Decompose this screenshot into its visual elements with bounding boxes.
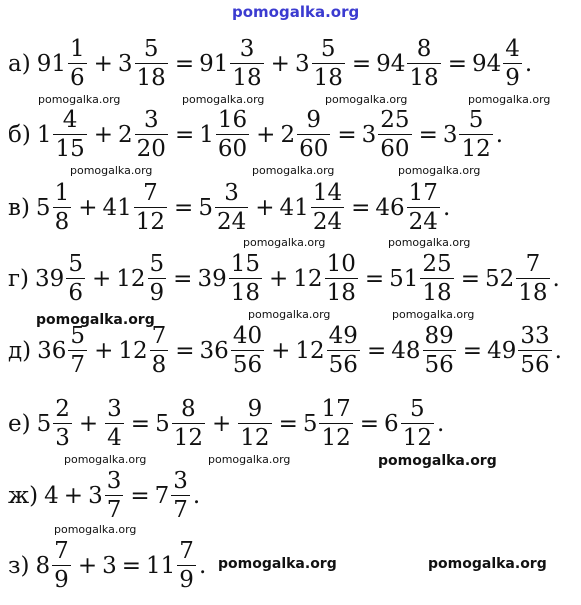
denominator: 9 [149, 280, 165, 306]
watermark: pomogalka.org [252, 164, 335, 177]
fraction [135, 38, 168, 90]
fraction [420, 253, 453, 305]
denominator: 18 [518, 280, 548, 306]
fraction [407, 38, 440, 90]
mixed-number [443, 109, 495, 161]
operator: = [175, 338, 195, 364]
mixed-number [102, 182, 169, 234]
watermark: pomogalka.org [36, 312, 155, 328]
operator: = [130, 483, 150, 509]
denominator: 60 [380, 136, 410, 162]
whole-number: 3 [102, 553, 117, 579]
fraction [68, 38, 87, 90]
whole-part: 3 [442, 122, 458, 148]
denominator: 24 [408, 209, 438, 235]
equation-line [8, 470, 200, 522]
numerator: 7 [179, 538, 194, 564]
fraction [66, 253, 85, 305]
numerator: 7 [525, 251, 541, 277]
mixed-number [198, 182, 250, 234]
period: . [198, 553, 207, 579]
fraction [53, 182, 72, 234]
watermark: pomogalka.org [468, 93, 551, 106]
mixed-number [200, 325, 267, 377]
numerator: 8 [416, 36, 432, 62]
fraction [172, 398, 205, 450]
operator: + [63, 483, 84, 509]
denominator: 12 [135, 209, 166, 235]
numerator: 5 [143, 36, 159, 62]
whole-part: 52 [484, 266, 515, 292]
period: . [552, 266, 560, 292]
whole-part: 5 [35, 195, 51, 221]
whole-part: 12 [116, 266, 146, 292]
whole-part: 36 [199, 338, 229, 364]
operator: = [174, 122, 195, 148]
fraction [401, 398, 434, 450]
fraction [311, 182, 344, 234]
whole-part: 12 [295, 338, 325, 364]
mixed-number [103, 398, 126, 450]
watermark: pomogalka.org [38, 93, 121, 106]
operator: + [270, 51, 290, 77]
denominator: 18 [409, 65, 439, 91]
whole-part: 5 [302, 411, 318, 437]
numerator: 5 [149, 251, 165, 277]
mixed-number [88, 470, 125, 522]
mixed-number [118, 109, 170, 161]
equation-label: д) [8, 338, 32, 364]
whole-part: 11 [146, 553, 176, 579]
denominator: 60 [299, 136, 329, 162]
operator: = [447, 51, 467, 77]
whole-part: 94 [471, 51, 502, 77]
numerator: 9 [306, 107, 322, 133]
operator: = [366, 338, 387, 364]
mixed-number [375, 182, 442, 234]
watermark: pomogalka.org [218, 556, 337, 572]
denominator: 18 [232, 65, 262, 91]
whole-part: 49 [487, 338, 517, 364]
watermark: pomogalka.org [325, 93, 408, 106]
mixed-number [37, 109, 89, 161]
equation-label: з) [8, 553, 30, 579]
fraction [229, 253, 262, 305]
denominator: 7 [106, 497, 122, 523]
whole-number: 4 [44, 483, 59, 509]
fraction [230, 38, 263, 90]
fraction [135, 109, 168, 161]
numerator: 7 [54, 538, 69, 564]
mixed-number [37, 398, 74, 450]
denominator: 18 [422, 280, 452, 306]
operator: = [337, 122, 357, 148]
operator: + [269, 266, 289, 292]
fraction [423, 325, 456, 377]
whole-part: 91 [199, 51, 229, 77]
operator: = [418, 122, 438, 148]
denominator: 8 [54, 209, 70, 235]
numerator: 3 [107, 396, 122, 422]
operator: = [278, 411, 298, 437]
denominator: 18 [313, 65, 343, 91]
mixed-number [37, 38, 89, 90]
watermark: pomogalka.org [54, 523, 137, 536]
equation-label: б) [8, 122, 31, 148]
header-watermark: pomogalka.org [232, 3, 360, 21]
whole-part: 36 [37, 338, 67, 364]
numerator: 1 [54, 180, 70, 206]
operator: + [271, 338, 291, 364]
operator: = [174, 195, 194, 221]
operator: + [212, 411, 232, 437]
whole-part: 3 [117, 51, 133, 77]
numerator: 3 [224, 180, 239, 206]
whole-part: 46 [375, 195, 405, 221]
numerator: 25 [380, 107, 410, 133]
denominator: 3 [55, 425, 70, 451]
mixed-number [391, 325, 458, 377]
mixed-number [384, 398, 436, 450]
fraction [319, 398, 352, 450]
fraction [325, 253, 358, 305]
numerator: 89 [424, 323, 454, 349]
denominator: 9 [179, 567, 194, 593]
equation-line [8, 182, 450, 234]
whole-part: 8 [35, 553, 51, 579]
denominator: 56 [520, 352, 550, 378]
fraction [150, 325, 169, 377]
numerator: 5 [68, 251, 83, 277]
mixed-number [293, 253, 360, 305]
operator: + [94, 338, 114, 364]
fraction [378, 109, 411, 161]
whole-part: 51 [389, 266, 419, 292]
fraction [238, 398, 271, 450]
mixed-number [389, 253, 456, 305]
mixed-number [116, 253, 168, 305]
numerator: 5 [410, 396, 425, 422]
operator: + [93, 122, 114, 148]
fraction [148, 253, 167, 305]
watermark: pomogalka.org [208, 453, 291, 466]
equation-line [8, 398, 444, 450]
operator: = [173, 266, 193, 292]
mixed-number [376, 38, 443, 90]
equation-line [8, 38, 532, 90]
mixed-number [199, 109, 251, 161]
period: . [524, 51, 533, 77]
numerator: 14 [312, 180, 343, 206]
denominator: 60 [217, 136, 248, 162]
fraction [518, 325, 551, 377]
operator: + [77, 553, 98, 579]
numerator: 3 [143, 107, 159, 133]
mixed-number [295, 38, 347, 90]
whole-part: 3 [294, 51, 310, 77]
fraction [171, 470, 190, 522]
operator: = [364, 266, 385, 292]
whole-part: 12 [118, 338, 148, 364]
numerator: 7 [151, 323, 167, 349]
operator: = [460, 266, 480, 292]
mixed-number [37, 325, 89, 377]
mixed-number [36, 182, 73, 234]
whole-part: 3 [88, 483, 103, 509]
mixed-number [199, 38, 266, 90]
mixed-number [155, 470, 192, 522]
operator: = [130, 411, 151, 437]
denominator: 15 [55, 136, 85, 162]
numerator: 17 [321, 396, 351, 422]
fraction [68, 325, 87, 377]
numerator: 49 [328, 323, 358, 349]
equation-line [8, 253, 560, 305]
numerator: 2 [55, 396, 70, 422]
watermark: pomogalka.org [428, 556, 547, 572]
mixed-number [295, 325, 362, 377]
whole-part: 5 [198, 195, 213, 221]
numerator: 15 [230, 251, 260, 277]
fraction [407, 182, 440, 234]
whole-part: 5 [155, 411, 170, 437]
period: . [192, 483, 201, 509]
mixed-number [280, 182, 347, 234]
whole-part: 6 [384, 411, 399, 437]
mixed-number [362, 109, 414, 161]
equation-label: ж) [8, 483, 39, 509]
numerator: 9 [247, 396, 263, 422]
watermark: pomogalka.org [392, 308, 475, 321]
mixed-number [36, 540, 73, 592]
watermark: pomogalka.org [70, 164, 153, 177]
denominator: 9 [505, 65, 520, 91]
whole-part: 1 [36, 122, 52, 148]
numerator: 5 [70, 323, 86, 349]
denominator: 9 [54, 567, 69, 593]
whole-part: 48 [391, 338, 421, 364]
fraction [312, 38, 345, 90]
denominator: 56 [328, 352, 358, 378]
operator: + [255, 195, 275, 221]
whole-part: 12 [293, 266, 323, 292]
watermark: pomogalka.org [182, 93, 265, 106]
mixed-number [487, 325, 554, 377]
denominator: 12 [240, 425, 270, 451]
whole-part: 5 [36, 411, 52, 437]
operator: + [78, 411, 99, 437]
numerator: 3 [239, 36, 255, 62]
mixed-number [280, 109, 332, 161]
mixed-number [155, 398, 207, 450]
equation-line [8, 109, 503, 161]
numerator: 40 [232, 323, 263, 349]
fraction [177, 540, 196, 592]
numerator: 4 [62, 107, 78, 133]
numerator: 3 [106, 468, 122, 494]
fraction [52, 540, 71, 592]
numerator: 5 [468, 107, 484, 133]
operator: = [359, 411, 380, 437]
numerator: 17 [408, 180, 438, 206]
mixed-number [197, 253, 264, 305]
denominator: 56 [424, 352, 454, 378]
fraction [105, 398, 124, 450]
operator: = [462, 338, 483, 364]
denominator: 7 [70, 352, 86, 378]
denominator: 18 [136, 65, 166, 91]
operator: = [351, 51, 372, 77]
equation-line [8, 325, 562, 377]
whole-part: 2 [280, 122, 296, 148]
denominator: 6 [69, 65, 85, 91]
watermark: pomogalka.org [248, 308, 331, 321]
mixed-number [118, 38, 170, 90]
period: . [495, 122, 504, 148]
numerator: 3 [173, 468, 188, 494]
fraction [231, 325, 264, 377]
fraction [503, 38, 522, 90]
mixed-number [236, 398, 273, 450]
numerator: 10 [326, 251, 356, 277]
operator: + [91, 266, 112, 292]
whole-part: 41 [279, 195, 309, 221]
operator: + [93, 51, 113, 77]
numerator: 4 [505, 36, 520, 62]
fraction [53, 109, 86, 161]
fraction [134, 182, 167, 234]
operator: + [78, 195, 98, 221]
mixed-number [35, 253, 87, 305]
equation-label: в) [8, 195, 30, 221]
equation-label: г) [8, 266, 30, 292]
denominator: 12 [321, 425, 351, 451]
whole-part: 3 [361, 122, 377, 148]
fraction [459, 109, 492, 161]
period: . [436, 411, 445, 437]
whole-part: 7 [154, 483, 170, 509]
fraction [297, 109, 330, 161]
denominator: 6 [68, 280, 83, 306]
numerator: 16 [217, 107, 248, 133]
equation-line [8, 540, 206, 592]
whole-part: 91 [36, 51, 66, 77]
equation-label: е) [8, 411, 31, 437]
watermark: pomogalka.org [398, 164, 481, 177]
denominator: 8 [151, 352, 167, 378]
denominator: 18 [230, 280, 260, 306]
watermark: pomogalka.org [388, 236, 471, 249]
whole-part: 2 [118, 122, 133, 148]
denominator: 4 [107, 425, 122, 451]
fraction [327, 325, 360, 377]
whole-part: 39 [35, 266, 65, 292]
mixed-number [472, 38, 524, 90]
fraction [516, 253, 549, 305]
whole-part: 39 [197, 266, 227, 292]
denominator: 56 [232, 352, 263, 378]
denominator: 12 [461, 136, 491, 162]
whole-part: 94 [376, 51, 406, 77]
operator: = [351, 195, 371, 221]
numerator: 33 [520, 323, 550, 349]
denominator: 24 [216, 209, 247, 235]
fraction [215, 182, 248, 234]
operator: = [174, 51, 195, 77]
denominator: 20 [136, 136, 166, 162]
numerator: 7 [143, 180, 158, 206]
denominator: 12 [402, 425, 432, 451]
operator: + [256, 122, 276, 148]
watermark: pomogalka.org [243, 236, 326, 249]
numerator: 25 [422, 251, 452, 277]
period: . [442, 195, 451, 221]
mixed-number [118, 325, 170, 377]
whole-part: 1 [199, 122, 214, 148]
mixed-number [146, 540, 198, 592]
operator: = [121, 553, 142, 579]
denominator: 7 [173, 497, 188, 523]
watermark: pomogalka.org [378, 453, 497, 469]
fraction [105, 470, 124, 522]
denominator: 24 [312, 209, 343, 235]
numerator: 5 [320, 36, 336, 62]
watermark: pomogalka.org [64, 453, 147, 466]
whole-part: 41 [102, 195, 132, 221]
denominator: 12 [173, 425, 203, 451]
mixed-number [303, 398, 355, 450]
fraction [53, 398, 72, 450]
fraction [216, 109, 249, 161]
period: . [554, 338, 562, 364]
numerator: 1 [69, 36, 85, 62]
mixed-number [485, 253, 552, 305]
denominator: 18 [326, 280, 356, 306]
equation-label: а) [8, 51, 31, 77]
numerator: 8 [181, 396, 196, 422]
